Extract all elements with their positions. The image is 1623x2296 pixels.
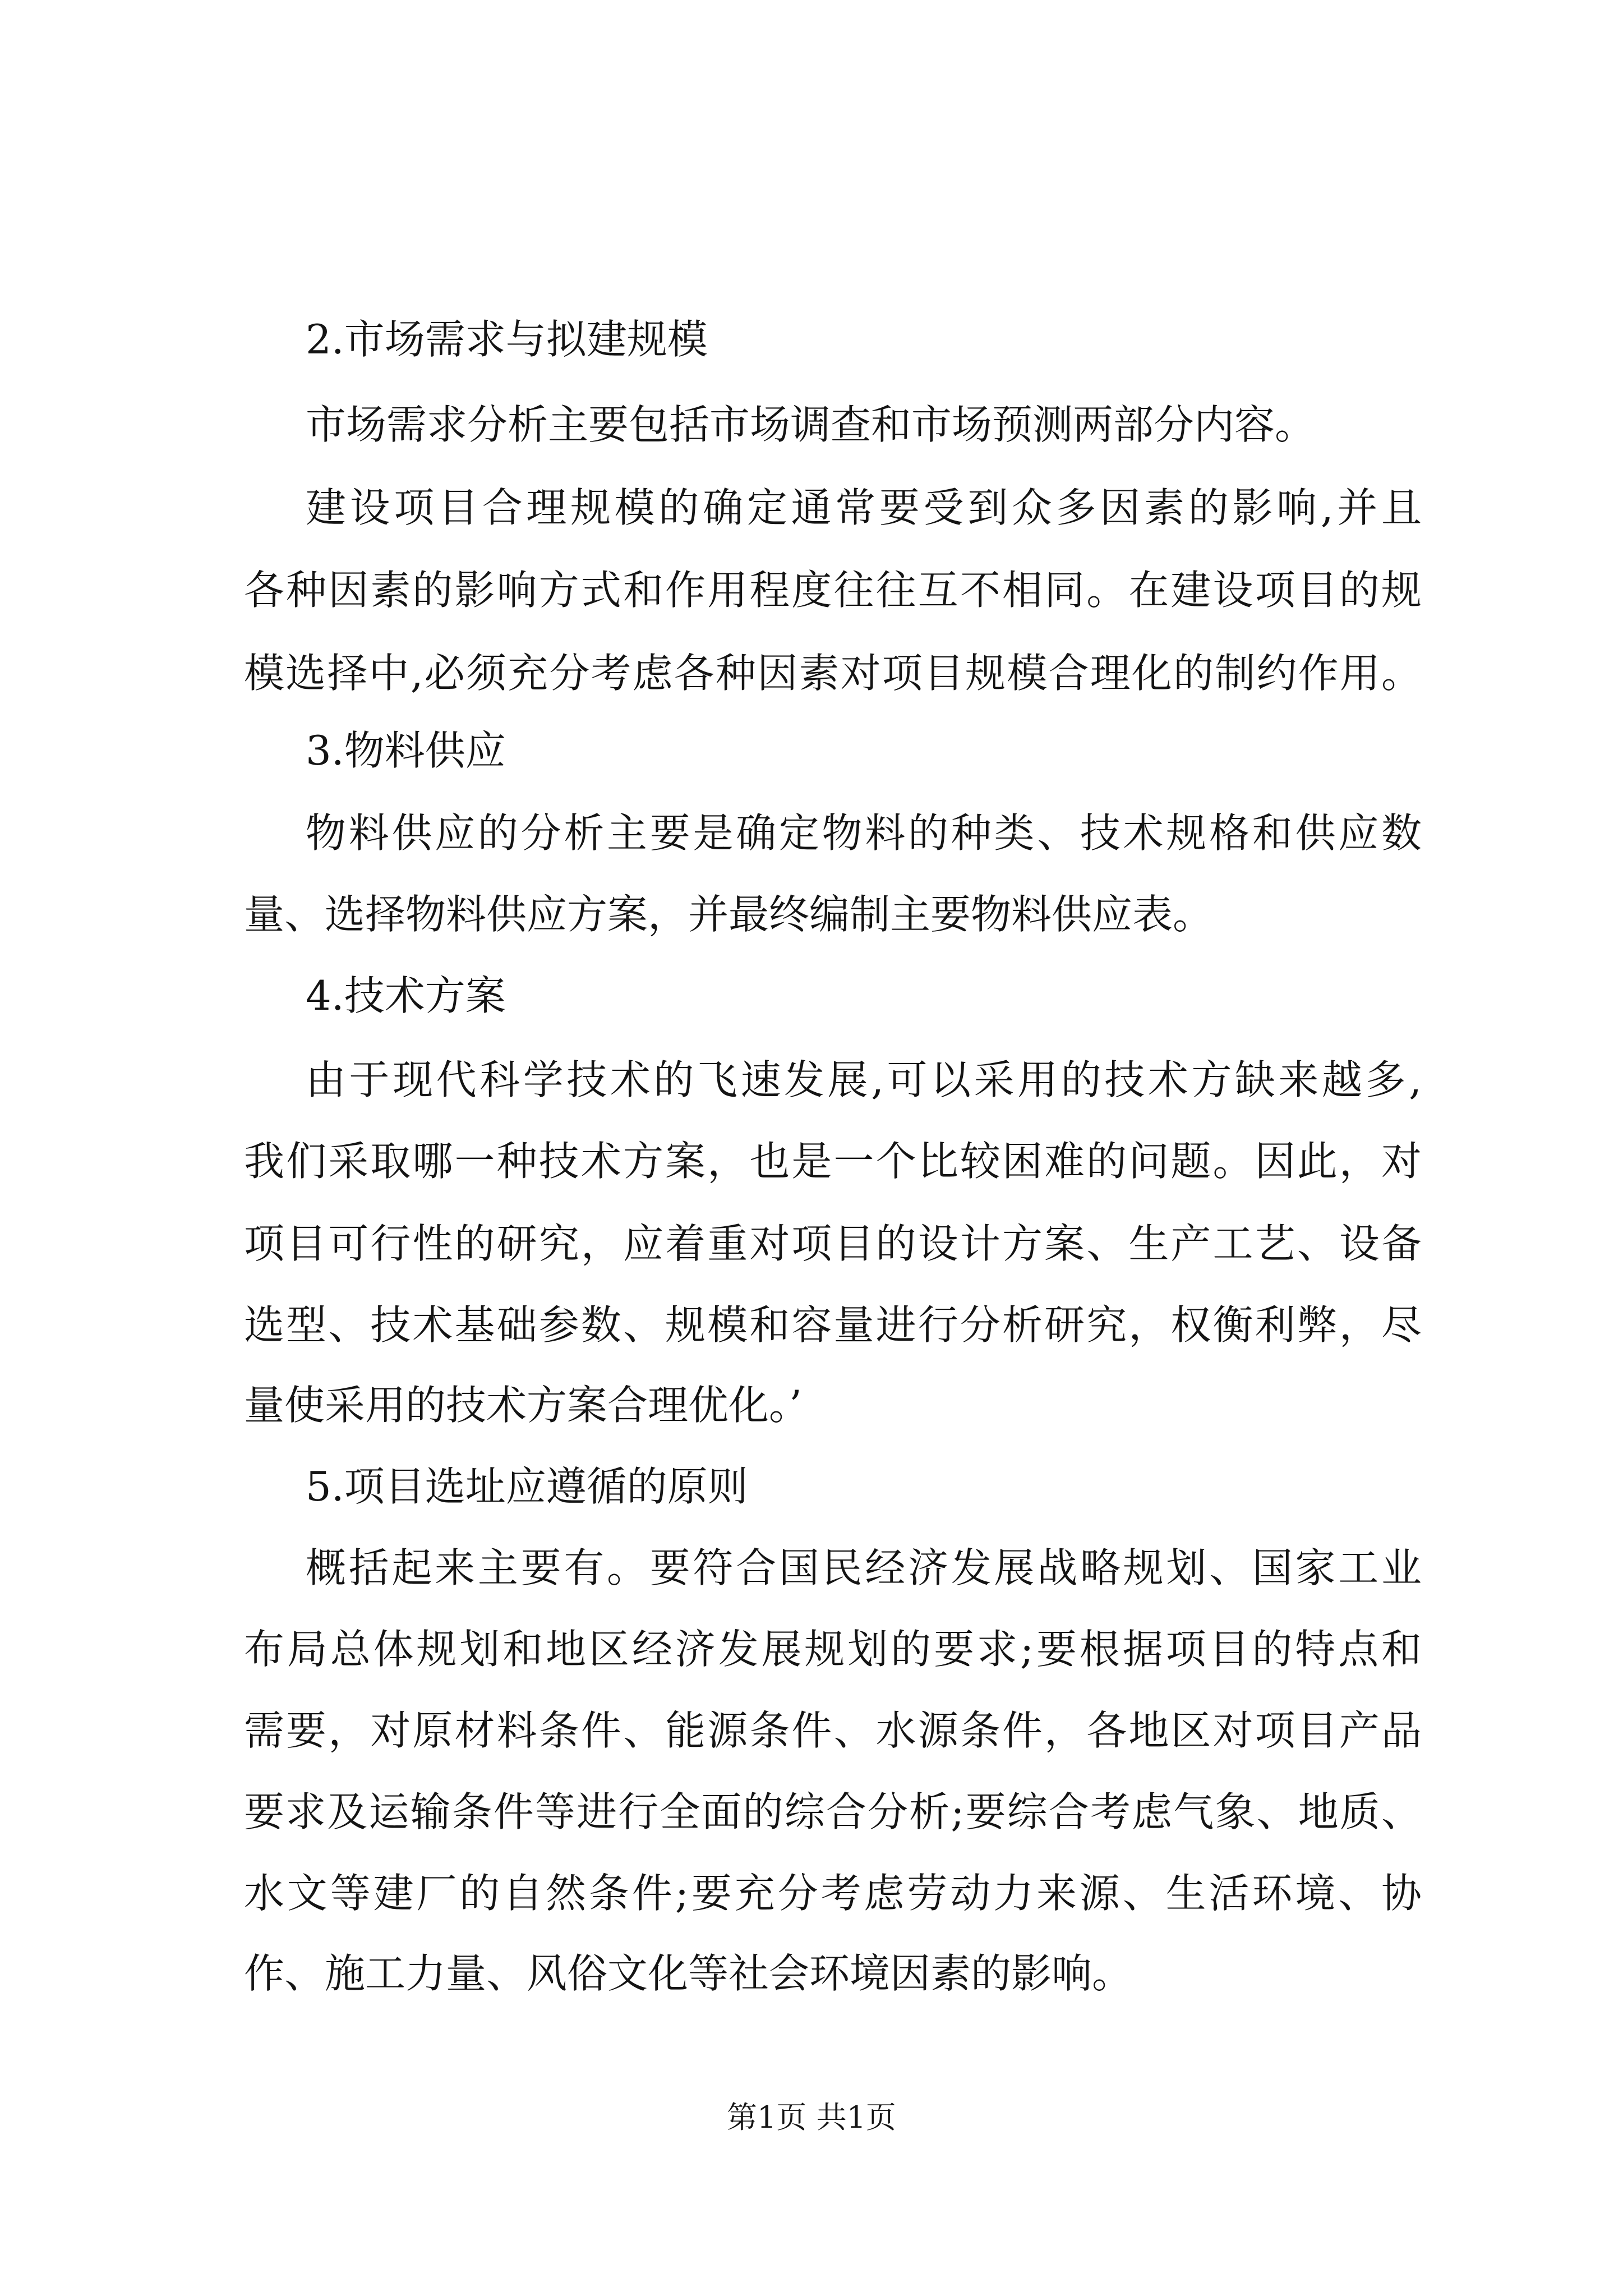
paragraph-line: 项目可行性的研究，应着重对项目的设计方案、生产工艺、设备 <box>244 1220 1422 1267</box>
paragraph-line: 要求及运输条件等进行全面的综合分析;要综合考虑气象、地质、 <box>244 1788 1422 1835</box>
section-heading-technical-plan: 4.技术方案 <box>306 972 506 1019</box>
paragraph-line: 布局总体规划和地区经济发展规划的要求;要根据项目的特点和 <box>244 1626 1422 1673</box>
paragraph-line: 物料供应的分析主要是确定物料的种类、技术规格和供应数 <box>306 809 1422 857</box>
paragraph-line: 需要，对原材料条件、能源条件、水源条件，各地区对项目产品 <box>244 1707 1422 1754</box>
paragraph-line: 概括起来主要有。要符合国民经济发展战略规划、国家工业 <box>306 1544 1422 1591</box>
paragraph-line: 由于现代科学技术的飞速发展,可以采用的技术方缺来越多, <box>306 1056 1422 1103</box>
section-heading-material-supply: 3.物料供应 <box>306 727 506 774</box>
paragraph-line: 作、施工力量、风俗文化等社会环境因素的影响。 <box>244 1950 1133 1997</box>
section-heading-market-demand: 2.市场需求与拟建规模 <box>306 316 708 363</box>
section-heading-site-selection: 5.项目选址应遵循的原则 <box>306 1463 748 1510</box>
paragraph-line: 建设项目合理规模的确定通常要受到众多因素的影响,并且 <box>306 484 1422 531</box>
paragraph-line: 选型、技术基础参数、规模和容量进行分析研究，权衡利弊，尽 <box>244 1301 1422 1349</box>
paragraph-line: 模选择中,必须充分考虑各种因素对项目规模合理化的制约作用。 <box>244 650 1422 697</box>
paragraph-line: 量、选择物料供应方案，并最终编制主要物料供应表。 <box>244 891 1214 938</box>
paragraph-line: 量使采用的技术方案合理优化。’ <box>244 1382 802 1429</box>
paragraph-line: 水文等建厂的自然条件;要充分考虑劳动力来源、生活环境、协 <box>244 1870 1422 1917</box>
page-number-footer: 第1页 共1页 <box>727 2100 896 2135</box>
paragraph-line: 各种因素的影响方式和作用程度往往互不相同。在建设项目的规 <box>244 567 1422 614</box>
paragraph-line: 我们采取哪一种技术方案，也是一个比较困难的问题。因此，对 <box>244 1138 1422 1185</box>
paragraph-line: 市场需求分析主要包括市场调查和市场预测两部分内容。 <box>306 401 1316 448</box>
